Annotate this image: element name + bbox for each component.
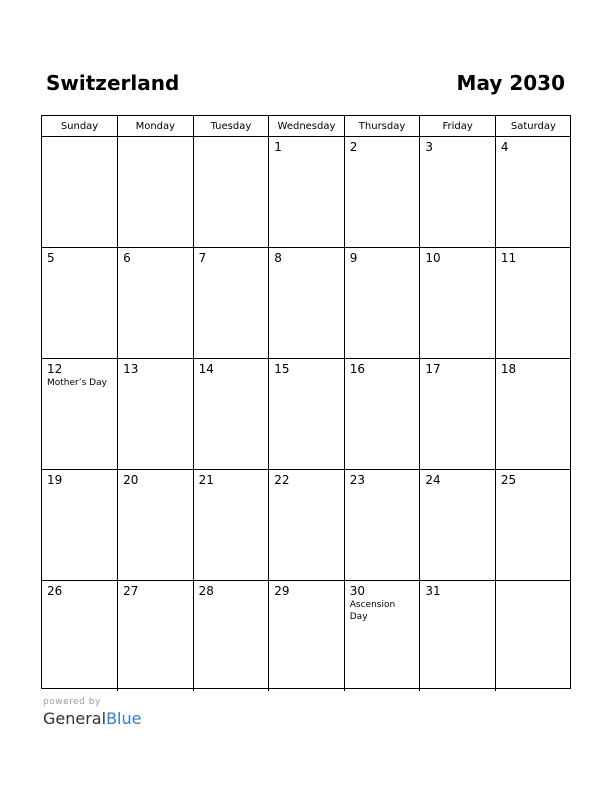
powered-by-label: powered by	[43, 697, 101, 707]
calendar-body	[42, 137, 571, 692]
day-number: 22	[274, 473, 290, 487]
weekday-header: Saturday	[495, 116, 571, 137]
day-number: 8	[274, 251, 282, 265]
day-number: 11	[500, 251, 517, 265]
empty-day-cell	[193, 137, 269, 248]
day-number: 20	[123, 473, 139, 487]
day-cell-content	[420, 359, 495, 469]
day-number: 18	[500, 362, 517, 376]
day-cell-content	[345, 581, 420, 691]
week-row	[42, 137, 571, 248]
weekday-header: Friday	[420, 116, 496, 137]
day-number: 14	[198, 362, 214, 376]
day-cell-content	[118, 359, 193, 469]
day-number: 4	[500, 140, 509, 154]
day-cell	[118, 248, 194, 359]
day-number: 21	[198, 473, 214, 487]
day-number: 19	[47, 473, 63, 487]
day-number: 12	[47, 362, 63, 376]
weekday-header: Monday	[118, 116, 194, 137]
day-cell-content	[118, 137, 193, 247]
day-cell	[495, 248, 571, 359]
day-cell	[495, 137, 571, 248]
day-cell-content	[194, 470, 269, 580]
day-number: 27	[123, 584, 139, 598]
day-cell-content	[118, 470, 193, 580]
day-number: 25	[500, 473, 517, 487]
day-cell-content	[269, 137, 344, 247]
day-number: 29	[274, 584, 290, 598]
calendar-table	[42, 116, 571, 691]
day-cell-content	[194, 581, 269, 691]
day-cell-content	[194, 359, 269, 469]
day-cell	[269, 137, 345, 248]
day-cell-content	[496, 137, 571, 247]
day-cell	[118, 581, 194, 692]
country-title: Switzerland	[46, 71, 180, 95]
day-cell	[42, 359, 118, 470]
day-number: 7	[198, 251, 207, 265]
day-number: 10	[425, 251, 441, 265]
day-cell-content	[269, 248, 344, 358]
day-cell-content	[496, 581, 571, 691]
day-cell-content	[194, 248, 269, 358]
day-number: 13	[123, 362, 139, 376]
week-row	[42, 470, 571, 581]
brand-name-general: General	[43, 709, 107, 728]
day-number: 2	[349, 140, 358, 154]
day-cell	[344, 581, 420, 692]
brand-logo	[43, 709, 141, 729]
day-number: 16	[349, 362, 366, 376]
holiday-label: Ascension Day	[349, 600, 396, 622]
day-cell-content	[42, 137, 117, 247]
day-number: 15	[274, 362, 290, 376]
day-number: 1	[274, 140, 282, 154]
empty-day-cell	[42, 137, 118, 248]
day-cell	[42, 581, 118, 692]
day-cell-content	[496, 470, 571, 580]
day-number: 5	[47, 251, 55, 265]
day-cell-content	[345, 359, 420, 469]
day-cell	[420, 581, 496, 692]
weekday-header: Sunday	[42, 116, 118, 137]
day-cell-content	[496, 248, 571, 358]
week-row	[42, 359, 571, 470]
day-cell-content	[42, 359, 117, 469]
day-cell	[495, 470, 571, 581]
day-number: 9	[349, 251, 358, 265]
day-cell	[420, 359, 496, 470]
day-cell	[420, 248, 496, 359]
day-number: 31	[425, 584, 441, 598]
brand-name-blue: Blue	[106, 709, 142, 728]
weekday-header: Wednesday	[269, 116, 345, 137]
day-cell-content	[496, 359, 571, 469]
day-number: 24	[425, 473, 441, 487]
day-cell	[42, 248, 118, 359]
day-cell	[344, 359, 420, 470]
day-cell-content	[345, 137, 420, 247]
day-cell	[344, 137, 420, 248]
day-cell-content	[420, 137, 495, 247]
day-number: 17	[425, 362, 441, 376]
day-cell	[344, 470, 420, 581]
day-cell	[269, 359, 345, 470]
day-number: 3	[425, 140, 433, 154]
weekday-header: Tuesday	[193, 116, 269, 137]
month-year-title: May 2030	[456, 71, 565, 95]
week-row	[42, 581, 571, 692]
day-cell-content	[269, 470, 344, 580]
day-cell	[269, 248, 345, 359]
weekday-header-row	[42, 116, 571, 137]
day-cell-content	[42, 581, 117, 691]
day-cell	[420, 137, 496, 248]
day-cell-content	[420, 581, 495, 691]
day-number: 30	[349, 584, 366, 598]
day-cell-content	[269, 359, 344, 469]
day-cell-content	[420, 248, 495, 358]
day-cell	[42, 470, 118, 581]
day-cell	[118, 470, 194, 581]
footer-branding	[43, 697, 141, 729]
day-cell-content	[194, 137, 269, 247]
day-cell	[193, 248, 269, 359]
day-cell	[344, 248, 420, 359]
day-cell	[118, 359, 194, 470]
day-cell-content	[269, 581, 344, 691]
day-cell	[420, 470, 496, 581]
day-cell	[193, 581, 269, 692]
day-cell	[269, 470, 345, 581]
day-number: 26	[47, 584, 63, 598]
empty-day-cell	[118, 137, 194, 248]
day-number: 28	[198, 584, 214, 598]
calendar-grid	[41, 115, 571, 689]
day-cell	[495, 359, 571, 470]
day-cell-content	[345, 470, 420, 580]
day-cell-content	[420, 470, 495, 580]
empty-day-cell	[495, 581, 571, 692]
week-row	[42, 248, 571, 359]
day-number: 23	[349, 473, 366, 487]
day-cell-content	[118, 581, 193, 691]
day-number: 6	[123, 251, 131, 265]
weekday-header: Thursday	[344, 116, 420, 137]
day-cell-content	[118, 248, 193, 358]
day-cell	[193, 470, 269, 581]
day-cell-content	[42, 470, 117, 580]
day-cell-content	[345, 248, 420, 358]
day-cell	[193, 359, 269, 470]
holiday-label: Mother’s Day	[47, 378, 107, 388]
day-cell	[269, 581, 345, 692]
day-cell-content	[42, 248, 117, 358]
